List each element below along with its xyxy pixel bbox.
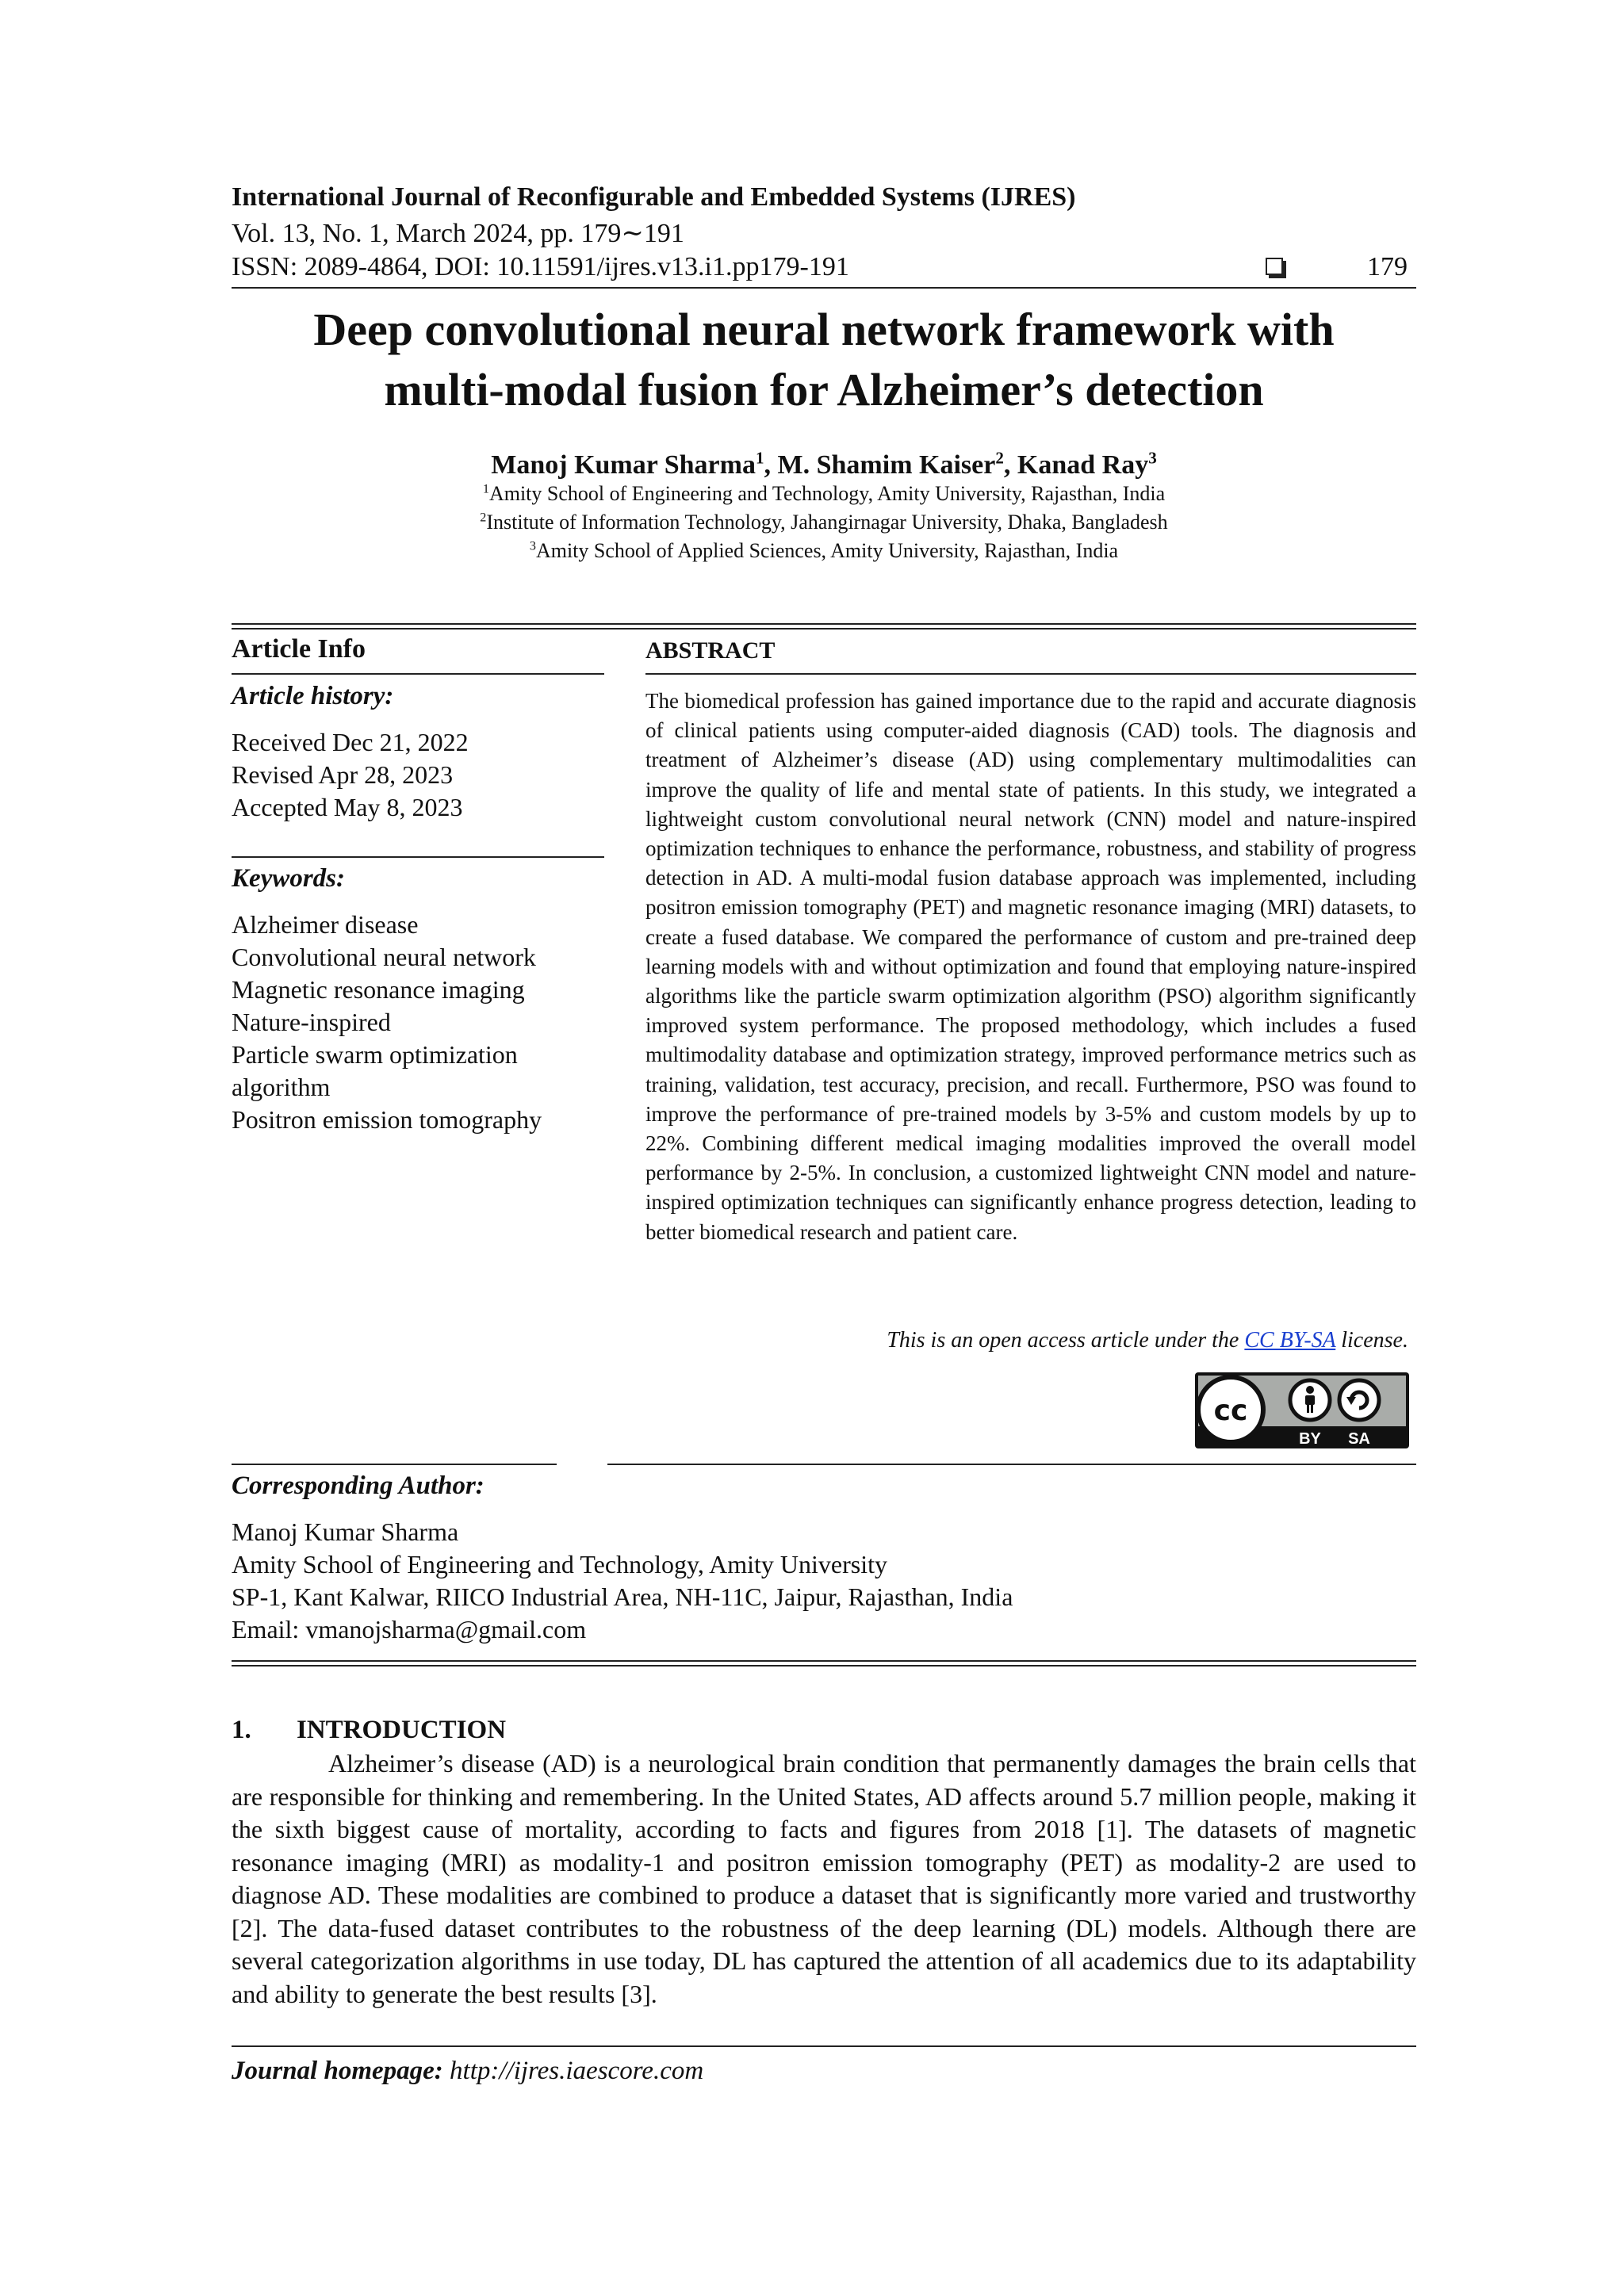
corresponding-block [232,1516,1013,1646]
corresponding-address: SP-1, Kant Kalwar, RIICO Industrial Area, NH-11C, Jaipur, Rajasthan, India [232,1582,1013,1611]
license-link[interactable]: CC BY-SA [1244,1328,1336,1353]
keyword: Particle swarm optimization [232,1040,518,1069]
paper-title [232,300,1416,420]
section-heading [232,1716,506,1745]
affiliation-sup: 1 [482,482,489,496]
keyword: algorithm [232,1073,331,1101]
corresponding-rule-left [232,1464,557,1465]
author-name: Kanad Ray [1017,450,1149,480]
author-name: Manoj Kumar Sharma [491,450,756,480]
affiliation-text: Amity School of Applied Sciences, Amity University, Rajasthan, India [535,539,1119,562]
corresponding-heading: Corresponding Author: [232,1471,485,1500]
keyword: Alzheimer disease [232,910,419,939]
keywords-heading: Keywords: [232,864,345,893]
share-alike-icon [1339,1380,1379,1420]
person-head [1306,1386,1314,1394]
homepage-url[interactable]: http://ijres.iaescore.com [450,2057,704,2085]
keyword: Nature-inspired [232,1008,391,1036]
badge-sa-label: SA [1348,1430,1370,1448]
keyword: Magnetic resonance imaging [232,975,525,1004]
person-body [1305,1395,1315,1405]
author-sup: 1 [755,448,764,468]
author-sep: , [764,450,778,480]
title-line-2: multi-modal fusion for Alzheimer’s detection [384,364,1264,415]
license-note [645,1328,1408,1353]
author-sup: 2 [995,448,1004,468]
corresponding-name: Manoj Kumar Sharma [232,1517,459,1546]
introduction-paragraph: Alzheimer’s disease (AD) is a neurological brain condition that permanently damages the brain cells that are responsible for thinking and remembering. In the United States, AD affects around 5.7 million people, making it the sixth biggest cause of mortality, according to facts and figures from 2018 [1]. The datasets of magnetic resonance imaging (MRI) as modality-1 and positron emission tomography (PET) as modality-2 are used to diagnose AD. These modalities are combined to produce a dataset that is significantly more varied and trustworthy [2]. The data-fused dataset contributes to the robustness of the deep learning (DL) models. Although there are several categorization algorithms in use today, DL has captured the attention of all academics due to its adaptability and ability to generate the best results [3]. [232,1749,1416,2008]
abstract-text: The biomedical profession has gained importance due to the rapid and accurate diagnosis of clinical patients using computer-aided diagnosis (CAD) tools. The diagnosis and treatment of Alzheimer’s disease (AD) using complementary multimodalities can improve the quality of life and mental state of patients. In this study, we integrated a lightweight custom convolutional neural network (CNN) model and nature-inspired optimization techniques to enhance the performance, robustness, and stability of progress detection in AD. A multi-modal fusion database approach was implemented, including positron emission tomography (PET) and magnetic resonance imaging (MRI) datasets, to create a fused database. We compared the performance of custom and pre-trained deep learning models with and without optimization and found that employing nature-inspired algorithms like the particle swarm optimization algorithm (PSO) algorithm significantly improved system performance. The proposed methodology, which includes a fused multimodality database and optimization strategy, improved performance metrics such as training, validation, test accuracy, precision, and recall. Furthermore, PSO was found to improve the performance of pre-trained models by 3-5% and custom models by up to 22%. Combining different medical imaging modalities improved the overall model performance by 2-5%. In conclusion, a customized lightweight CNN model and nature-inspired optimization techniques can significantly enhance progress detection, leading to better biomedical research and patient care. [645,689,1416,1244]
affiliation-sup: 2 [480,511,487,525]
keyword: Convolutional neural network [232,943,536,971]
history-heading: Article history: [232,682,394,710]
journal-volume: Vol. 13, No. 1, March 2024, pp. 179∼191 [232,219,684,248]
cc-glyph: cc [1213,1395,1248,1427]
page-number: 179 [1367,252,1408,281]
license-suffix: license. [1341,1328,1408,1353]
corresponding-institution: Amity School of Engineering and Technology, Amity University [232,1550,887,1578]
cc-by-sa-badge-icon[interactable] [1194,1372,1410,1449]
person-leg [1311,1404,1313,1413]
author-name: M. Shamim Kaiser [777,450,996,480]
corresponding-email: Email: vmanojsharma@gmail.com [232,1615,587,1644]
abstract-heading: ABSTRACT [645,637,776,664]
received-date: Received Dec 21, 2022 [232,728,469,756]
article-info-heading: Article Info [232,634,366,664]
affiliation-text: Institute of Information Technology, Jahangirnagar University, Dhaka, Bangladesh [486,511,1168,534]
affiliation-sup: 3 [529,539,536,553]
author-sep: , [1003,450,1017,480]
article-history [232,726,604,824]
history-rule [232,856,604,858]
affiliation-3 [232,539,1416,563]
affiliation-2 [232,511,1416,534]
footer-rule [232,2045,1416,2047]
affiliation-text: Amity School of Engineering and Technology, Amity University, Rajasthan, India [488,482,1166,505]
section-number: 1. [232,1716,251,1744]
license-prefix: This is an open access article under the [887,1328,1239,1353]
section-title: INTRODUCTION [297,1716,507,1744]
article-info-rule [232,673,604,675]
accepted-date: Accepted May 8, 2023 [232,793,463,821]
affiliation-1 [232,482,1416,506]
keyword-list [232,909,604,1136]
badge-by-label: BY [1299,1430,1321,1448]
journal-issn-doi: ISSN: 2089-4864, DOI: 10.11591/ijres.v13.i1.pp179-191 [232,252,849,281]
author-sup: 3 [1148,448,1157,468]
journal-name: International Journal of Reconfigurable and Embedded Systems (IJRES) [232,182,1076,212]
title-line-1: Deep convolutional neural network framework with [313,304,1335,355]
journal-homepage [232,2057,703,2086]
keyword: Positron emission tomography [232,1105,542,1134]
author-list [232,450,1416,480]
homepage-label: Journal homepage: [232,2057,443,2085]
double-rule-top [232,623,1416,629]
square-box-icon [1266,258,1283,275]
double-rule-bottom [232,1660,1416,1667]
header-rule [232,287,1416,289]
person-leg [1307,1404,1309,1413]
corresponding-rule-right [607,1464,1416,1465]
revised-date: Revised Apr 28, 2023 [232,760,454,789]
abstract-rule [645,673,1416,675]
